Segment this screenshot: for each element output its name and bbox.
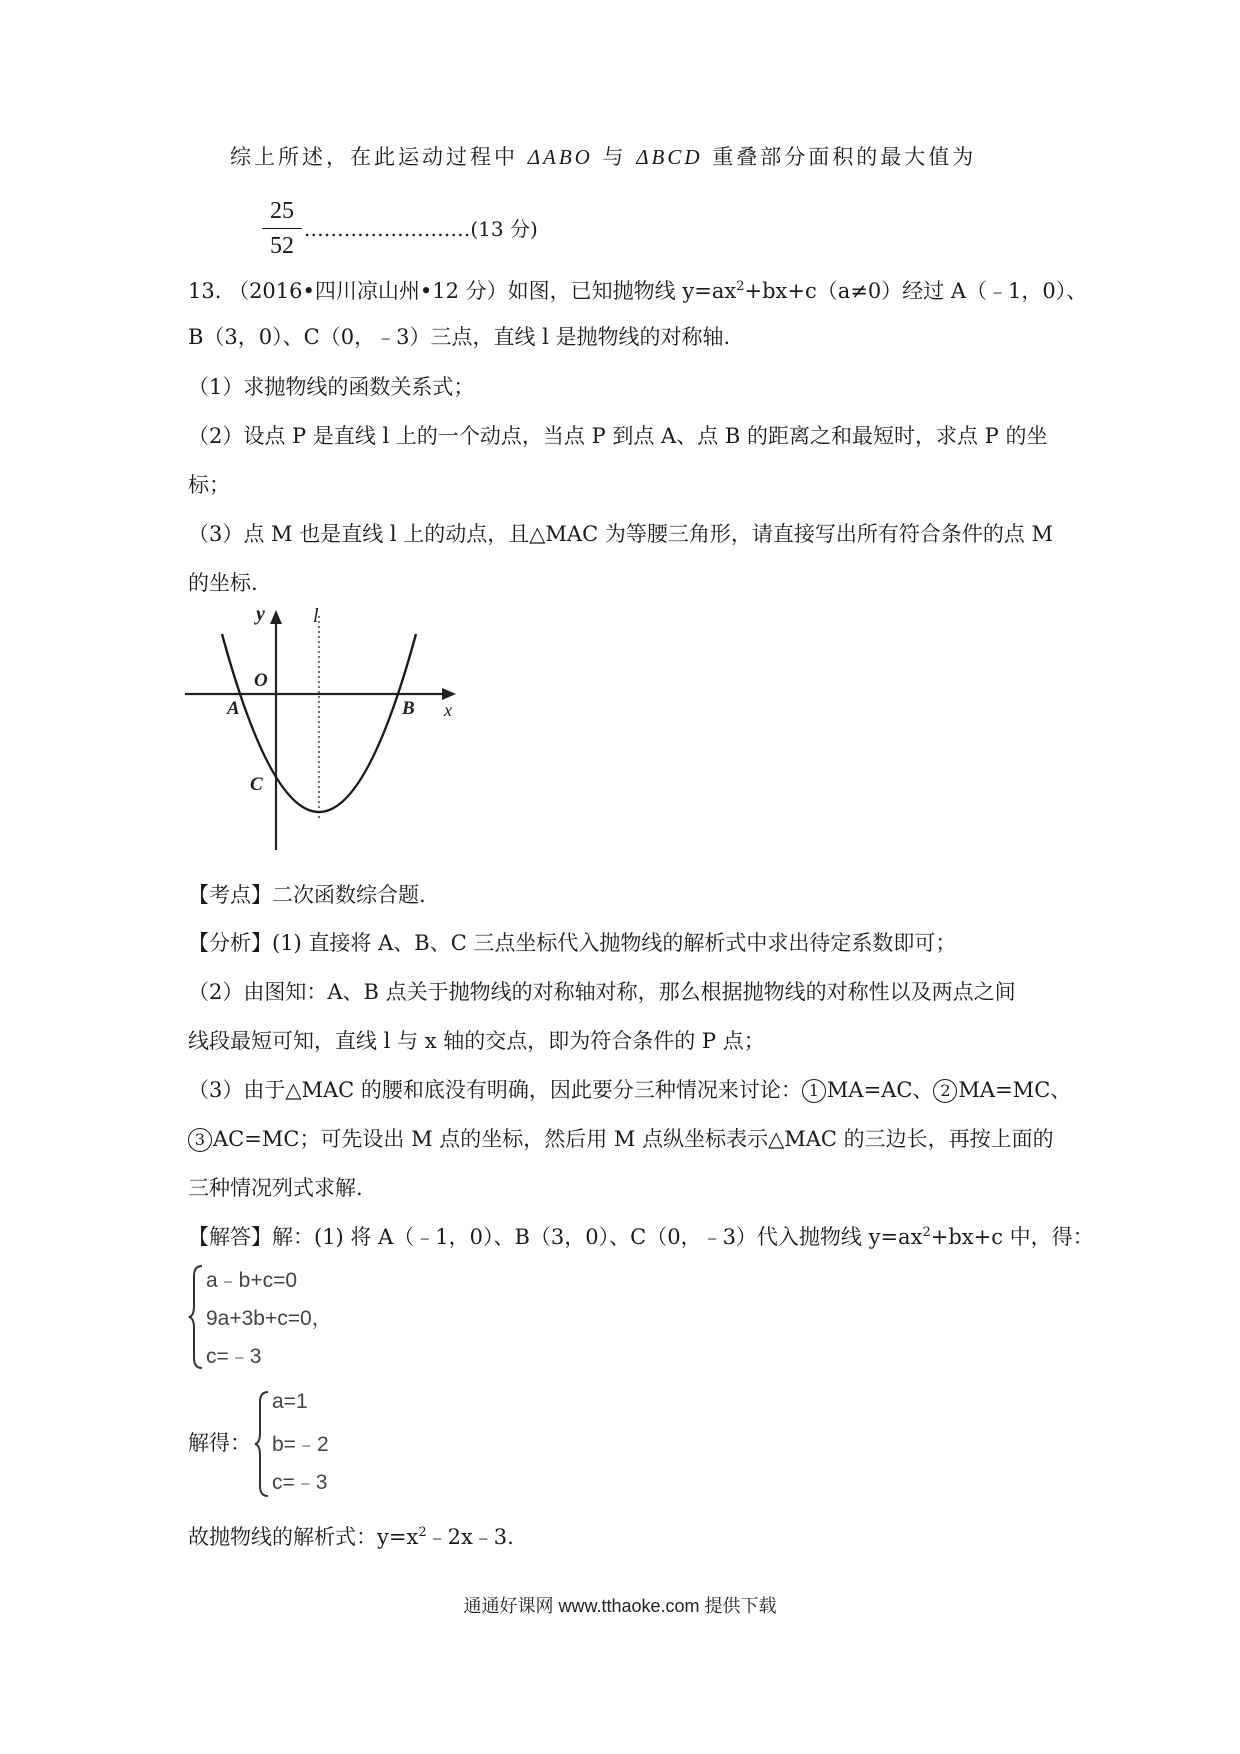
fraction-denominator: 52 bbox=[270, 233, 294, 259]
problem-line-1-a: 13. （2016•四川凉山州•12 分）如图，已知抛物线 y=ax bbox=[188, 279, 737, 303]
question-3-a: （3）点 M 也是直线 l 上的动点，且△MAC 为等腰三角形，请直接写出所有符合条件的点 M bbox=[188, 522, 1054, 546]
equation-system-1 bbox=[188, 1262, 388, 1372]
left-brace bbox=[188, 1262, 204, 1372]
problem-line-1-b: +bx+c（a≠0）经过 A（﹣1，0）、 bbox=[744, 279, 1088, 303]
solution-intro bbox=[188, 1222, 1094, 1252]
circled-number-3: 3 bbox=[188, 1128, 212, 1152]
system-1-eq-2: 9a+3b+c=0， bbox=[206, 1307, 333, 1330]
y-axis-arrow bbox=[270, 610, 282, 624]
circled-number-1: 1 bbox=[802, 1079, 826, 1103]
question-1: （1）求抛物线的函数关系式； bbox=[188, 375, 475, 399]
summary-prefix: 综上所述，在此运动过程中 bbox=[230, 145, 518, 169]
solution-intro-a: 【解答】解：(1) 将 A（﹣1，0）、B（3，0）、C（0，﹣3）代入抛物线 y=ax bbox=[188, 1225, 923, 1249]
label-A: A bbox=[227, 698, 240, 719]
left-brace bbox=[254, 1388, 270, 1500]
summary-mid: 与 bbox=[602, 145, 627, 169]
system-1-eq-3: c=﹣3 bbox=[206, 1345, 262, 1368]
footer-credit: 通通好课网 www.tthaoke.com 提供下载 bbox=[463, 1596, 777, 1616]
result-a: 故抛物线的解析式：y=x bbox=[188, 1525, 419, 1549]
question-3-b: 的坐标. bbox=[188, 571, 258, 595]
solution-result bbox=[188, 1522, 514, 1552]
system-2-eq-3: c=﹣3 bbox=[272, 1471, 328, 1494]
label-y: y bbox=[256, 603, 265, 625]
fraction-numerator: 25 bbox=[262, 196, 302, 229]
fenxi-1: 【分析】(1) 直接将 A、B、C 三点坐标代入抛物线的解析式中求出待定系数即可； bbox=[188, 931, 957, 955]
system-2-eq-2: b=﹣2 bbox=[272, 1433, 329, 1456]
label-C: C bbox=[250, 774, 263, 795]
fenxi-2-a: （2）由图知：A、B 点关于抛物线的对称轴对称，那么根据抛物线的对称性以及两点之间 bbox=[188, 980, 1016, 1004]
fenxi-3-a-pre: （3）由于△MAC 的腰和底没有明确，因此要分三种情况来讨论： bbox=[188, 1078, 802, 1102]
triangle-abo: ΔABO bbox=[527, 145, 593, 169]
circled-number-2: 2 bbox=[933, 1079, 957, 1103]
label-O: O bbox=[254, 670, 268, 691]
jiede-label: 解得： bbox=[188, 1431, 251, 1455]
summary-line bbox=[230, 142, 976, 172]
triangle-bcd: ΔBCD bbox=[636, 145, 703, 169]
x-axis-arrow bbox=[442, 688, 456, 700]
fenxi-3-a bbox=[188, 1075, 1071, 1105]
system-1-eq-1: a﹣b+c=0 bbox=[206, 1269, 298, 1292]
equation-system-2 bbox=[254, 1388, 374, 1500]
case-2: MA=MC、 bbox=[958, 1078, 1072, 1102]
case-1: MA=AC、 bbox=[826, 1078, 934, 1102]
fenxi-2-b: 线段最短可知，直线 l 与 x 轴的交点，即为符合条件的 P 点； bbox=[188, 1029, 765, 1053]
problem-line-1 bbox=[188, 276, 1087, 306]
problem-line-2: B（3，0）、C（0，﹣3）三点，直线 l 是抛物线的对称轴. bbox=[188, 325, 731, 349]
fenxi-3-c: 三种情况列式求解. bbox=[188, 1176, 363, 1200]
parabola-figure bbox=[180, 600, 470, 865]
label-l: l bbox=[313, 605, 319, 627]
fenxi-3-b-text: AC=MC；可先设出 M 点的坐标，然后用 M 点纵坐标表示△MAC 的三边长，再按上面的 bbox=[213, 1127, 1054, 1151]
question-2-b: 标； bbox=[188, 473, 230, 497]
max-area-fraction bbox=[262, 196, 302, 261]
solution-intro-b: +bx+c 中，得： bbox=[930, 1225, 1094, 1249]
exponent: 2 bbox=[922, 1225, 931, 1240]
score-dots: .……………………(13 分) bbox=[304, 217, 538, 241]
label-B: B bbox=[402, 698, 415, 719]
question-2-a: （2）设点 P 是直线 l 上的一个动点，当点 P 到点 A、点 B 的距离之和最短时，求点 P 的坐 bbox=[188, 424, 1048, 448]
summary-suffix: 重叠部分面积的最大值为 bbox=[712, 145, 977, 169]
system-2-eq-1: a=1 bbox=[272, 1390, 308, 1413]
result-b: ﹣2x﹣3. bbox=[426, 1525, 514, 1549]
kaodian: 【考点】二次函数综合题. bbox=[188, 883, 426, 907]
exponent: 2 bbox=[736, 279, 745, 294]
exponent: 2 bbox=[418, 1525, 427, 1540]
label-x: x bbox=[444, 700, 452, 720]
fenxi-3-b bbox=[188, 1124, 1054, 1154]
